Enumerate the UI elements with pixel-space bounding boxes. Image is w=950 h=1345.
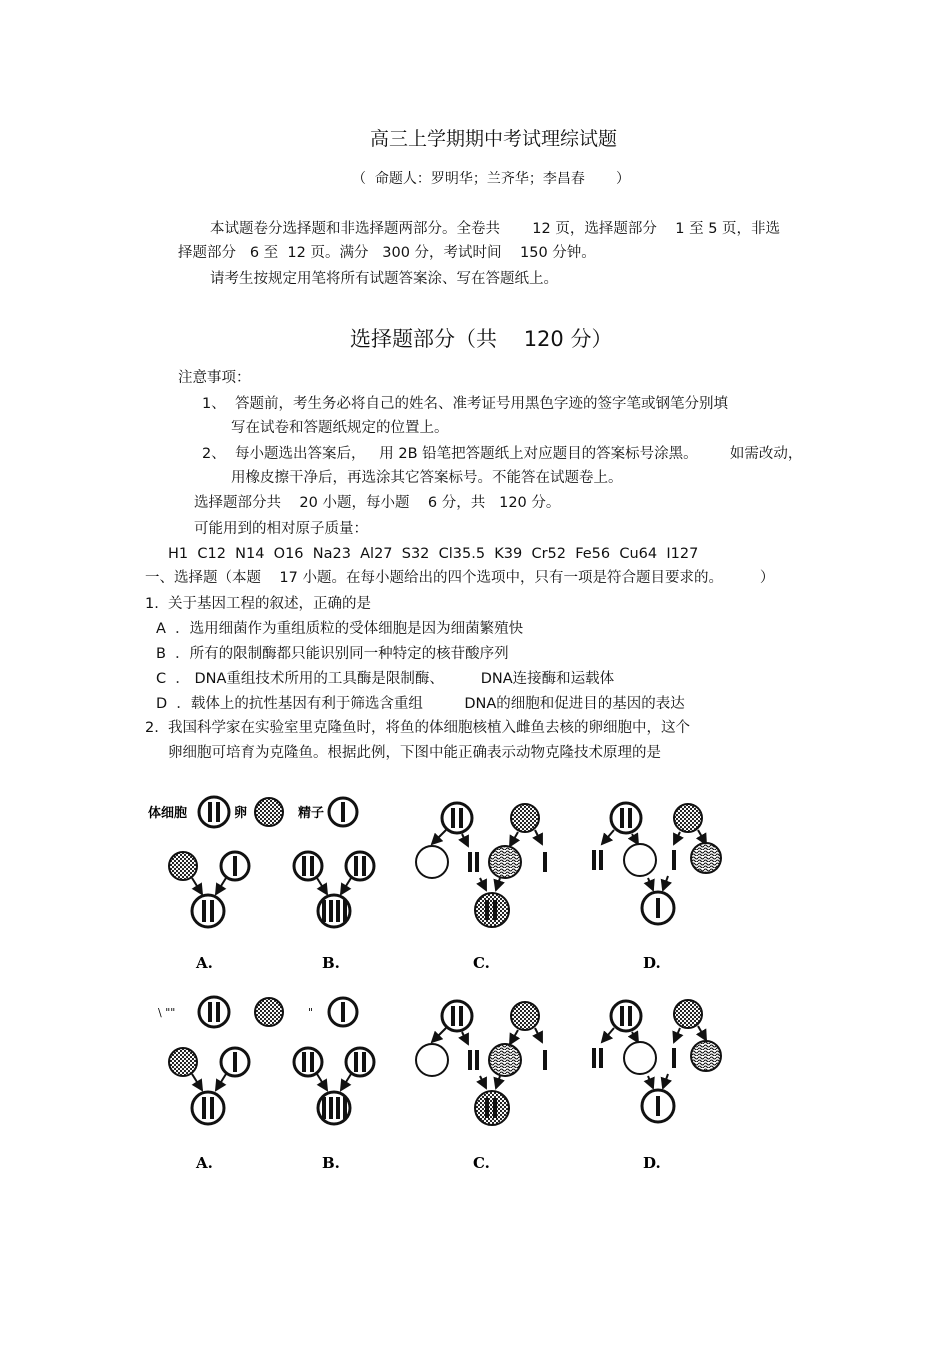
legend-sperm-label: 精子 <box>298 806 325 821</box>
diagram-d <box>592 803 721 924</box>
legend-egg-cell <box>255 798 283 826</box>
q1-option-b: B ．所有的限制酶都只能识别同一种特定的核苷酸序列 <box>156 646 509 662</box>
figure2-label-d: D. <box>643 1154 661 1172</box>
figure2-label-a: A. <box>196 1154 213 1172</box>
notice-2b: 用橡皮擦干净后，再选涂其它答案标号。不能答在试题卷上。 <box>231 470 623 486</box>
diagram-c <box>416 803 547 927</box>
figure2-label-b: B. <box>322 1154 340 1172</box>
legend-egg-cell <box>255 998 283 1026</box>
section-summary: 选择题部分共 20 小题，每小题 6 分，共 120 分。 <box>194 495 561 511</box>
notice-1a: 1、 答题前，考生务必将自己的姓名、准考证号用黑色字迹的签字笔或钢笔分别填 <box>202 396 728 412</box>
part1-heading: 一、选择题（本题 17 小题。在每小题给出的四个选项中，只有一项是符合题目要求的。 ） <box>145 570 775 586</box>
diagram-c <box>416 1001 547 1125</box>
legend-sperm-label: " <box>308 1006 314 1019</box>
diagram-b <box>294 1048 374 1124</box>
q1-option-d: D ．载体上的抗性基因有利于筛选含重组 DNA的细胞和促进目的基因的表达 <box>156 696 685 712</box>
q2-stem-1: 2. 我国科学家在实验室里克隆鱼时，将鱼的体细胞核植入雌鱼去核的卵细胞中，这个 <box>145 720 691 736</box>
figure1-label-a: A. <box>196 954 213 972</box>
notice-label: 注意事项： <box>178 370 251 386</box>
intro-line-2: 择题部分 6 至 12 页。满分 300 分，考试时间 150 分钟。 <box>178 245 596 261</box>
intro-line-3: 请考生按规定用笔将所有试题答案涂、写在答题纸上。 <box>210 271 558 287</box>
authors-line: （ 命题人：罗明华；兰齐华；李昌春 ） <box>352 171 631 187</box>
atomic-masses: H1 C12 N14 O16 Na23 Al27 S32 Cl35.5 K39 Cr52 Fe56 Cu64 I127 <box>168 546 699 562</box>
diagram-b <box>294 852 374 927</box>
legend-sperm-cell <box>329 798 357 826</box>
q1-option-a: A ．选用细菌作为重组质粒的受体细胞是因为细菌繁殖快 <box>156 621 524 637</box>
q2-stem-2: 卵细胞可培育为克隆鱼。根据此例，下图中能正确表示动物克隆技术原理的是 <box>168 745 661 761</box>
figure1-label-d: D. <box>643 954 661 972</box>
legend-sperm-cell <box>329 998 357 1026</box>
figure1-label-c: C. <box>473 954 490 972</box>
atomic-label: 可能用到的相对原子质量： <box>194 521 368 537</box>
diagram-a <box>169 852 249 927</box>
legend-soma-label: 体细胞 <box>148 806 188 821</box>
figure1-label-b: B. <box>322 954 340 972</box>
page-title: 高三上学期期中考试理综试题 <box>370 128 618 150</box>
cloning-figure-1 <box>140 790 740 980</box>
legend-soma-label: \ "" <box>158 1006 176 1019</box>
legend-soma-cell <box>199 797 229 827</box>
intro-line-1: 本试题卷分选择题和非选择题两部分。全卷共 12 页，选择题部分 1 至 5 页，非选 <box>210 221 781 237</box>
notice-1b: 写在试卷和答题纸规定的位置上。 <box>231 420 449 436</box>
section-title: 选择题部分（共 120 分） <box>350 327 613 351</box>
legend-soma-cell <box>199 997 229 1027</box>
notice-2a: 2、 每小题选出答案后， 用 2B 铅笔把答题纸上对应题目的答案标号涂黑。 如需改动， <box>202 446 803 462</box>
diagram-d <box>592 1000 721 1122</box>
cloning-figure-2 <box>140 990 740 1180</box>
diagram-a <box>169 1048 249 1124</box>
figure2-label-c: C. <box>473 1154 490 1172</box>
legend-egg-label: 卵 <box>234 806 248 821</box>
q1-stem: 1. 关于基因工程的叙述，正确的是 <box>145 596 372 612</box>
q1-option-c: C ． DNA重组技术所用的工具酶是限制酶、 DNA连接酶和运载体 <box>156 671 615 687</box>
